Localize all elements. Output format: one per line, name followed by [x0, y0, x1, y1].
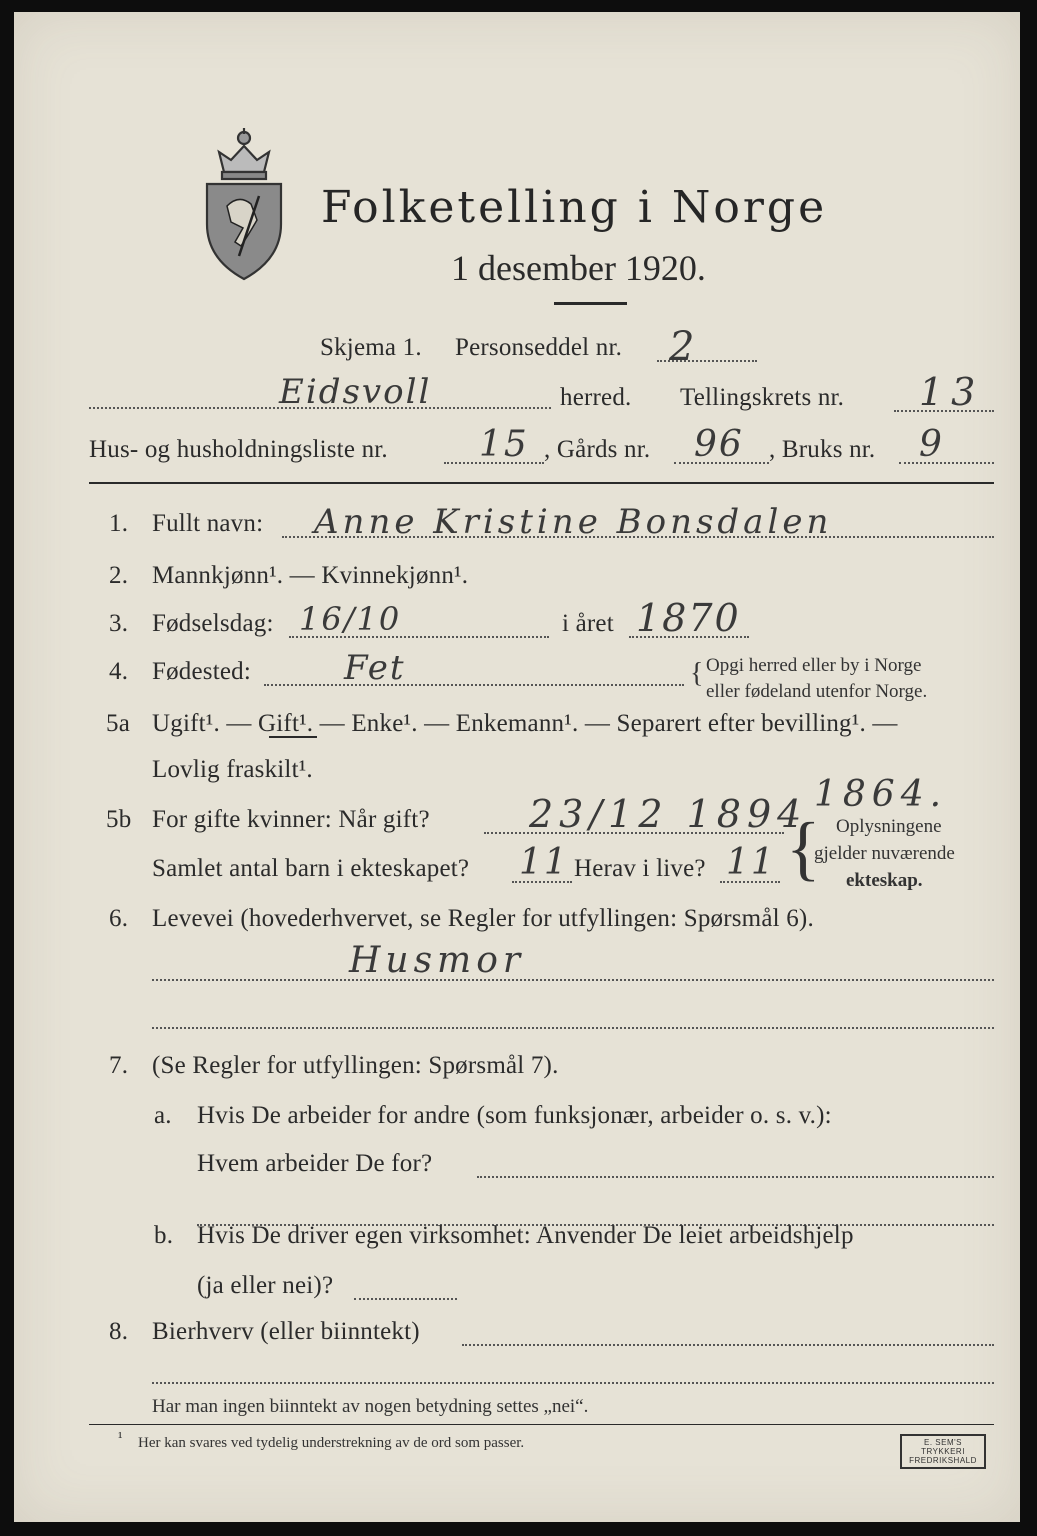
birthyear-value[interactable]: 1870: [636, 596, 741, 640]
q7b-label-2: (ja eller nei)?: [197, 1272, 334, 1299]
q1-label: Fullt navn:: [152, 510, 264, 537]
q4-label: Fødested:: [152, 658, 252, 685]
form-date: 1 desember 1920.: [451, 248, 706, 288]
q6-label: Levevei (hovederhvervet, se Regler for utfyllingen: Spørsmål 6).: [152, 905, 814, 932]
q3-number: 3.: [109, 610, 129, 637]
herred-label: herred.: [560, 384, 632, 411]
q5a-number: 5a: [106, 710, 130, 737]
birthplace-note-1: Opgi herred eller by i Norge: [706, 655, 922, 676]
header-divider: [89, 482, 994, 484]
skjema-label: Skjema 1.: [320, 334, 422, 361]
children-value[interactable]: 11: [519, 842, 569, 883]
q7-label: (Se Regler for utfyllingen: Spørsmål 7).: [152, 1052, 559, 1079]
q8-label: Bierhverv (eller biinntekt): [152, 1318, 420, 1345]
gender-options[interactable]: Mannkjønn¹. — Kvinnekjønn¹.: [152, 562, 469, 589]
census-form: Folketelling i Norge 1 desember 1920. Skjema 1. Personseddel nr. 2 Eidsvoll herred. Tellingskrets nr. 13 Hus- og husholdningsliste nr. 15 , Gårds nr. 96 , Bruks nr. 9 1. Fullt navn: Anne Kristine Bonsdalen 2. Mannkjønn¹. — Kvinnekjønn¹. 3. Fødselsdag: 16/10 i året 1870 4. Fødested: Fet { Opgi herred eller by i Norge eller fødeland utenfor Norge. 5a Ugift¹. — Gift¹. — Enke¹. — Enkemann¹. — Separert efter bevilling¹. — Lovlig fraskilt¹. 5b For gifte kvinner: Når gift? 23/12 1894 1864. Samlet antal barn i ekteskapet? 11 Herav i live? 11 { Oplysningene gjelder nuværende ekteskap. 6. Levevei (hovederhvervet, se Regler for utfyllingen: Spørsmål 6). Husmor 7. (Se Regler for utfyllingen: Spørsmål 7). a. Hvis De arbeider for andre (som funksjonær, arbeider o. s. v.): Hvem arbeider De for? b. Hvis De driver egen virksomhet: Anvender De leiet arbeidshjelp (ja eller nei)? 8. Bierhverv (eller biinntekt) Har man ingen biinntekt av nogen betydning settes „nei“. ¹ Her kan svares ved tydelig understrekning av de ord som passer. E. SEM'S TRYKKERI FREDRIKSHALD: [14, 12, 1020, 1522]
q2-number: 2.: [109, 562, 129, 589]
q8-number: 8.: [109, 1318, 129, 1345]
birthplace-value[interactable]: Fet: [344, 648, 406, 688]
footer-note: Har man ingen biinntekt av nogen betydning settes „nei“.: [152, 1396, 589, 1417]
form-title: Folketelling i Norge: [321, 182, 828, 233]
q3-year-label: i året: [562, 610, 614, 637]
bruks-value[interactable]: 9: [919, 424, 944, 465]
q7b-number: b.: [154, 1222, 174, 1249]
side-income-field[interactable]: [462, 1344, 994, 1346]
q7a-label-2: Hvem arbeider De for?: [197, 1150, 433, 1177]
personseddel-value[interactable]: 2: [669, 324, 697, 370]
q5b-number: 5b: [106, 806, 132, 833]
personseddel-label: Personseddel nr.: [455, 334, 623, 361]
alive-value[interactable]: 11: [726, 842, 776, 883]
employer-field[interactable]: [477, 1176, 994, 1178]
q7-number: 7.: [109, 1052, 129, 1079]
herred-value[interactable]: Eidsvoll: [279, 372, 432, 412]
footnote-mark: ¹: [118, 1430, 123, 1446]
bruks-label: , Bruks nr.: [769, 436, 876, 463]
marriage-note-2: gjelder nuværende: [814, 843, 955, 864]
marital-status-options[interactable]: Ugift¹. — Gift¹. — Enke¹. — Enkemann¹. — Separert efter bevilling¹. —: [152, 710, 898, 737]
footnote-text: Her kan svares ved tydelig understrekning av de ord som passer.: [138, 1435, 525, 1451]
tellingskrets-label: Tellingskrets nr.: [680, 384, 845, 411]
q5b-label: For gifte kvinner: Når gift?: [152, 806, 430, 833]
alive-label: Herav i live?: [574, 855, 706, 882]
title-divider: [554, 302, 627, 305]
gards-value[interactable]: 96: [694, 424, 744, 465]
q3-label: Fødselsdag:: [152, 610, 274, 637]
q1-number: 1.: [109, 510, 129, 537]
q6-number: 6.: [109, 905, 129, 932]
q4-number: 4.: [109, 658, 129, 685]
coat-of-arms-icon: [199, 124, 289, 284]
q7b-label: Hvis De driver egen virksomhet: Anvender De leiet arbeidshjelp: [197, 1222, 854, 1249]
birthdate-value[interactable]: 16/10: [299, 600, 402, 638]
marital-status-options-2[interactable]: Lovlig fraskilt¹.: [152, 756, 313, 783]
marriage-note-3: ekteskap.: [846, 870, 923, 891]
footer-divider: [89, 1424, 994, 1425]
printer-stamp: E. SEM'S TRYKKERI FREDRIKSHALD: [900, 1434, 986, 1469]
hus-label: Hus- og husholdningsliste nr.: [89, 436, 388, 463]
hired-help-field[interactable]: [354, 1298, 457, 1300]
hus-value[interactable]: 15: [479, 424, 529, 465]
q7a-label: Hvis De arbeider for andre (som funksjonær, arbeider o. s. v.):: [197, 1102, 832, 1129]
occupation-value[interactable]: Husmor: [349, 940, 526, 981]
marriage-date-value[interactable]: 23/12 1894: [529, 792, 808, 836]
q7a-number: a.: [154, 1102, 172, 1129]
gift-underline: [269, 736, 317, 738]
full-name-value[interactable]: Anne Kristine Bonsdalen: [314, 502, 833, 542]
marriage-note-1: Oplysningene: [836, 816, 942, 837]
gards-label: , Gårds nr.: [544, 436, 651, 463]
tellingskrets-value[interactable]: 13: [919, 370, 984, 414]
birthplace-note-2: eller fødeland utenfor Norge.: [706, 681, 928, 702]
children-label: Samlet antal barn i ekteskapet?: [152, 855, 470, 882]
marriage-extra-annotation: 1864.: [814, 774, 948, 815]
